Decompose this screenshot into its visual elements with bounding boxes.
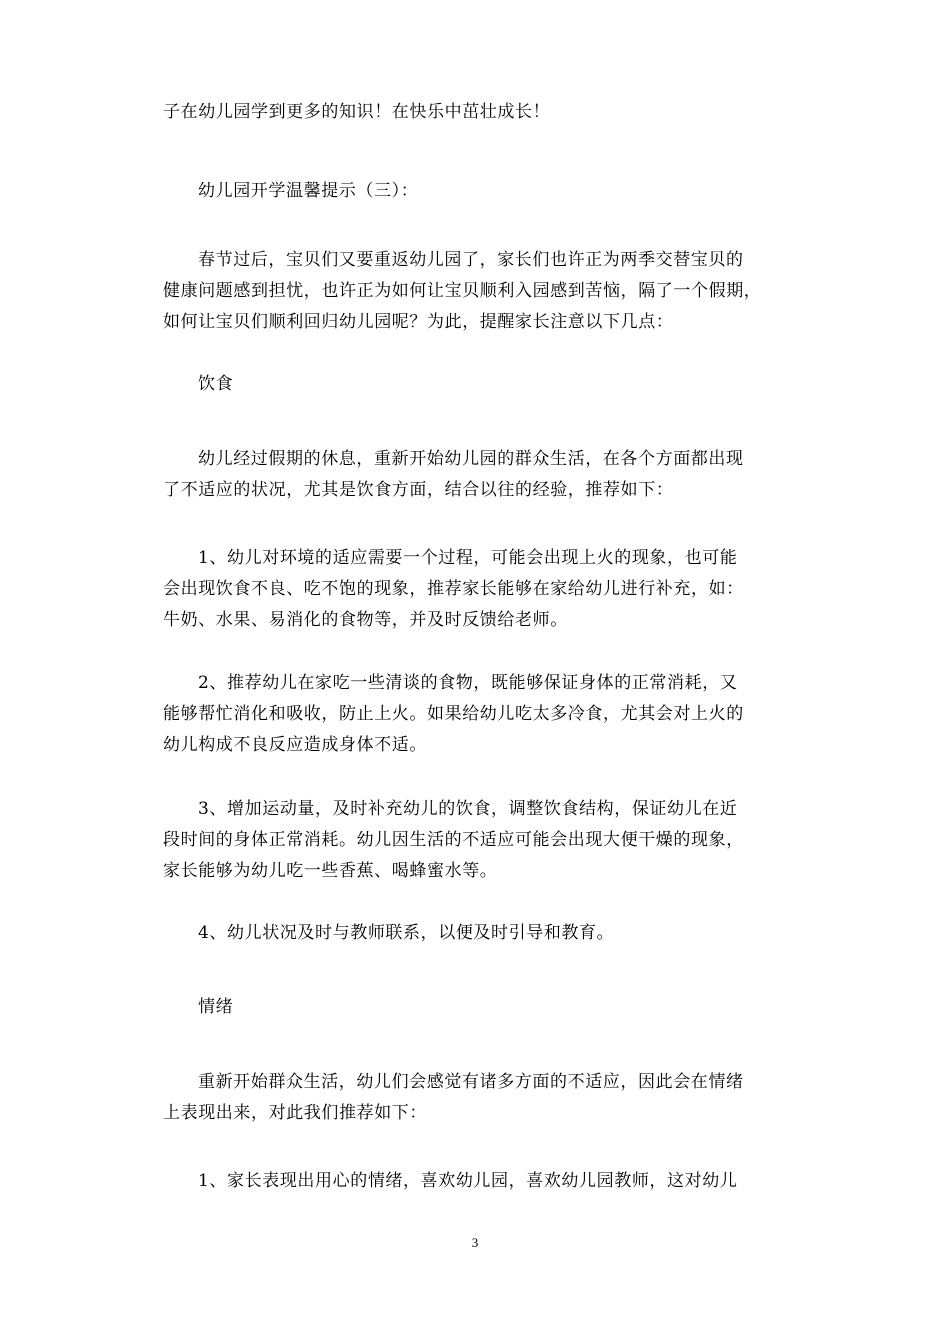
text-line: 饮食 [198, 374, 234, 394]
heading-diet [163, 369, 793, 400]
paragraph-diet-item-2 [163, 668, 793, 761]
text-line: 情绪 [198, 997, 234, 1017]
text-line: 2、推荐幼儿在家吃一些清谈的食物，既能够保证身体的正常消耗，又 [198, 673, 738, 693]
paragraph-diet-intro [163, 444, 793, 506]
heading-emotion [163, 992, 793, 1023]
text-line: 春节过后，宝贝们又要重返幼儿园了，家长们也许正为两季交替宝贝的 [198, 250, 744, 270]
page-number: 3 [471, 1235, 479, 1250]
text-line: 幼儿经过假期的休息，重新开始幼儿园的群众生活，在各个方面都出现 [198, 449, 744, 469]
text-line: 了不适应的状况，尤其是饮食方面，结合以往的经验，推荐如下： [163, 480, 674, 500]
text-line: 子在幼儿园学到更多的知识！在快乐中茁壮成长！ [163, 102, 551, 122]
text-line: 重新开始群众生活，幼儿们会感觉有诸多方面的不适应，因此会在情绪 [198, 1072, 744, 1092]
text-line: 健康问题感到担忧，也许正为如何让宝贝顺利入园感到苦恼，隔了一个假期， [163, 281, 762, 301]
paragraph-diet-item-1 [163, 543, 793, 636]
text-line: 上表现出来，对此我们推荐如下： [163, 1103, 427, 1123]
text-line: 1、幼儿对环境的适应需要一个过程，可能会出现上火的现象，也可能 [198, 548, 738, 568]
text-line: 段时间的身体正常消耗。幼儿因生活的不适应可能会出现大便干燥的现象， [163, 830, 744, 850]
text-line: 1、家长表现出用心的情绪，喜欢幼儿园，喜欢幼儿园教师，这对幼儿 [198, 1171, 738, 1191]
text-line: 4、幼儿状况及时与教师联系，以便及时引导和教育。 [198, 923, 615, 943]
text-line: 牛奶、水果、易消化的食物等，并及时反馈给老师。 [163, 610, 568, 630]
paragraph-emotion-item-1 [163, 1166, 793, 1197]
section-title [163, 176, 793, 207]
text-line: 幼儿园开学温馨提示（三）： [198, 181, 419, 201]
text-line: 会出现饮食不良、吃不饱的现象，推荐家长能够在家给幼儿进行补充，如： [163, 579, 744, 599]
text-line: 能够帮忙消化和吸收，防止上火。如果给幼儿吃太多冷食，尤其会对上火的 [163, 704, 744, 724]
text-line: 幼儿构成不良反应造成身体不适。 [163, 735, 427, 755]
paragraph-emotion-intro [163, 1067, 793, 1129]
paragraph-intro [163, 245, 793, 338]
text-line: 家长能够为幼儿吃一些香蕉、喝蜂蜜水等。 [163, 861, 498, 881]
paragraph-diet-item-4 [163, 918, 793, 949]
paragraph-continuation [163, 97, 793, 128]
paragraph-diet-item-3 [163, 794, 793, 887]
text-line: 3、增加运动量，及时补充幼儿的饮食，调整饮食结构，保证幼儿在近 [198, 799, 738, 819]
text-line: 如何让宝贝们顺利回归幼儿园呢？为此，提醒家长注意以下几点： [163, 312, 674, 332]
